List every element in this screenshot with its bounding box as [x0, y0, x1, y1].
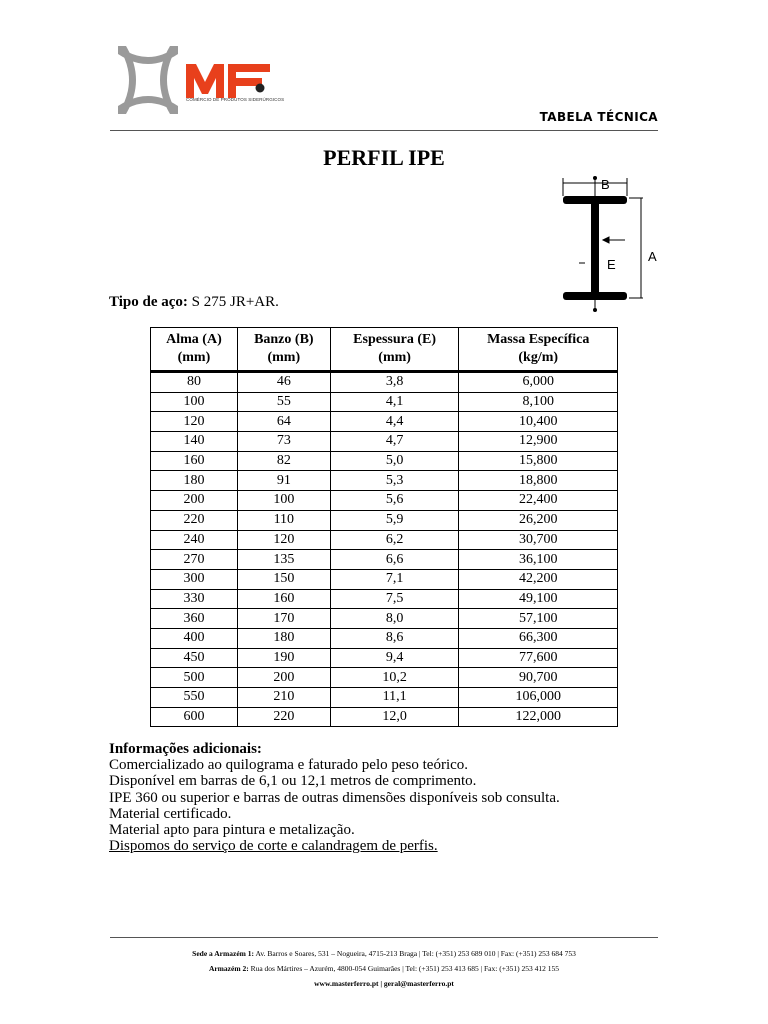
- table-cell: 64: [237, 412, 330, 432]
- table-cell: 220: [151, 510, 238, 530]
- table-cell: 400: [151, 628, 238, 648]
- header-massa: Massa Específica (kg/m): [459, 328, 618, 372]
- table-cell: 91: [237, 471, 330, 491]
- table-cell: 190: [237, 648, 330, 668]
- table-cell: 110: [237, 510, 330, 530]
- footer-contact[interactable]: www.masterferro.pt | geral@masterferro.pt: [314, 979, 454, 988]
- table-cell: 450: [151, 648, 238, 668]
- table-cell: 122,000: [459, 707, 618, 727]
- table-cell: 120: [151, 412, 238, 432]
- table-cell: 6,000: [459, 372, 618, 393]
- table-cell: 180: [151, 471, 238, 491]
- table-cell: 90,700: [459, 668, 618, 688]
- table-row: [151, 609, 618, 629]
- info-line: Material apto para pintura e metalização.: [109, 822, 355, 839]
- table-cell: 220: [237, 707, 330, 727]
- table-cell: 5,9: [330, 510, 459, 530]
- page-title: PERFIL IPE: [323, 145, 445, 170]
- table-cell: 3,8: [330, 372, 459, 393]
- table-cell: 600: [151, 707, 238, 727]
- table-cell: 30,700: [459, 530, 618, 550]
- table-cell: 210: [237, 688, 330, 708]
- table-cell: 36,100: [459, 550, 618, 570]
- table-cell: 270: [151, 550, 238, 570]
- table-cell: 22,400: [459, 491, 618, 511]
- table-cell: 66,300: [459, 628, 618, 648]
- table-cell: 550: [151, 688, 238, 708]
- diagram-label-e: E: [607, 257, 616, 272]
- info-line: IPE 360 ou superior e barras de outras dimensões disponíveis sob consulta.: [109, 789, 560, 806]
- table-cell: 140: [151, 432, 238, 452]
- table-cell: 77,600: [459, 648, 618, 668]
- table-cell: 300: [151, 569, 238, 589]
- table-cell: 360: [151, 609, 238, 629]
- table-cell: 4,7: [330, 432, 459, 452]
- table-cell: 180: [237, 628, 330, 648]
- table-cell: 49,100: [459, 589, 618, 609]
- info-title: Informações adicionais:: [109, 741, 262, 757]
- table-cell: 160: [237, 589, 330, 609]
- table-row: [151, 471, 618, 491]
- info-line: Comercializado ao quilograma e faturado pelo peso teórico.: [109, 757, 469, 774]
- footer-address-1: Sede a Armazém 1: Av. Barros e Soares, 531 – Nogueira, 4715-213 Braga | Tel: (+351) 253 689 010 | Fax: (+351) 253 684 753: [192, 949, 576, 958]
- table-row: [151, 530, 618, 550]
- table-row: [151, 510, 618, 530]
- table-cell: 7,5: [330, 589, 459, 609]
- header-espessura: Espessura (E) (mm): [330, 328, 459, 372]
- table-cell: 240: [151, 530, 238, 550]
- table-cell: 12,0: [330, 707, 459, 727]
- table-cell: 100: [237, 491, 330, 511]
- table-cell: 120: [237, 530, 330, 550]
- table-cell: 6,6: [330, 550, 459, 570]
- table-cell: 135: [237, 550, 330, 570]
- table-cell: 80: [151, 372, 238, 393]
- header-label: TABELA TÉCNICA: [539, 110, 658, 124]
- table-cell: 73: [237, 432, 330, 452]
- table-row: [151, 668, 618, 688]
- table-cell: 4,4: [330, 412, 459, 432]
- table-cell: 11,1: [330, 688, 459, 708]
- diagram-label-a: A: [648, 249, 657, 264]
- table-row: [151, 589, 618, 609]
- ibeam-diagram: [555, 170, 670, 315]
- table-row: [151, 628, 618, 648]
- info-line: Disponível em barras de 6,1 ou 12,1 metros de comprimento.: [109, 773, 477, 790]
- logo-company-line: COMÉRCIO DE PRODUTOS SIDERÚRGICOS: [186, 97, 285, 102]
- table-cell: 6,2: [330, 530, 459, 550]
- company-logo: [112, 40, 285, 122]
- table-cell: 200: [237, 668, 330, 688]
- table-cell: 4,1: [330, 392, 459, 412]
- table-cell: 170: [237, 609, 330, 629]
- table-cell: 8,0: [330, 609, 459, 629]
- table-cell: 8,6: [330, 628, 459, 648]
- table-cell: 10,2: [330, 668, 459, 688]
- table-row: [151, 451, 618, 471]
- steel-type: [109, 294, 279, 311]
- table-cell: 10,400: [459, 412, 618, 432]
- profile-table: [150, 327, 618, 727]
- table-cell: 7,1: [330, 569, 459, 589]
- table-cell: 5,0: [330, 451, 459, 471]
- table-cell: 55: [237, 392, 330, 412]
- header-banzo: Banzo (B) (mm): [237, 328, 330, 372]
- table-cell: 12,900: [459, 432, 618, 452]
- table-row: [151, 412, 618, 432]
- table-header-row: [151, 328, 618, 372]
- table-cell: 100: [151, 392, 238, 412]
- table-cell: 5,3: [330, 471, 459, 491]
- table-cell: 200: [151, 491, 238, 511]
- info-line: Material certificado.: [109, 805, 232, 822]
- table-row: [151, 432, 618, 452]
- table-row: [151, 688, 618, 708]
- table-cell: 15,800: [459, 451, 618, 471]
- info-line-underlined: Dispomos do serviço de corte e calandragem de perfis.: [109, 838, 438, 855]
- steel-type-value: S 275 JR+AR.: [191, 294, 279, 310]
- table-row: [151, 491, 618, 511]
- table-row: [151, 707, 618, 727]
- table-cell: 82: [237, 451, 330, 471]
- table-cell: 8,100: [459, 392, 618, 412]
- additional-info: [109, 741, 669, 854]
- steel-type-label: Tipo de aço:: [109, 294, 188, 310]
- header-divider: [110, 130, 658, 131]
- header-alma: Alma (A) (mm): [151, 328, 238, 372]
- table-cell: 9,4: [330, 648, 459, 668]
- table-cell: 500: [151, 668, 238, 688]
- table-row: [151, 392, 618, 412]
- table-row: [151, 648, 618, 668]
- table-row: [151, 550, 618, 570]
- diagram-label-b: B: [601, 177, 610, 192]
- table-cell: 18,800: [459, 471, 618, 491]
- table-cell: 106,000: [459, 688, 618, 708]
- footer-address-2: Armazém 2: Rua dos Mártires – Azurém, 4800-054 Guimarães | Tel: (+351) 253 413 685 | Fax: (+351) 253 412 155: [208, 964, 560, 973]
- table-row: [151, 569, 618, 589]
- table-cell: 330: [151, 589, 238, 609]
- table-cell: 42,200: [459, 569, 618, 589]
- table-cell: 5,6: [330, 491, 459, 511]
- table-cell: 150: [237, 569, 330, 589]
- table-cell: 57,100: [459, 609, 618, 629]
- footer-divider: [110, 937, 658, 938]
- table-row: [151, 372, 618, 393]
- table-cell: 160: [151, 451, 238, 471]
- table-cell: 46: [237, 372, 330, 393]
- table-cell: 26,200: [459, 510, 618, 530]
